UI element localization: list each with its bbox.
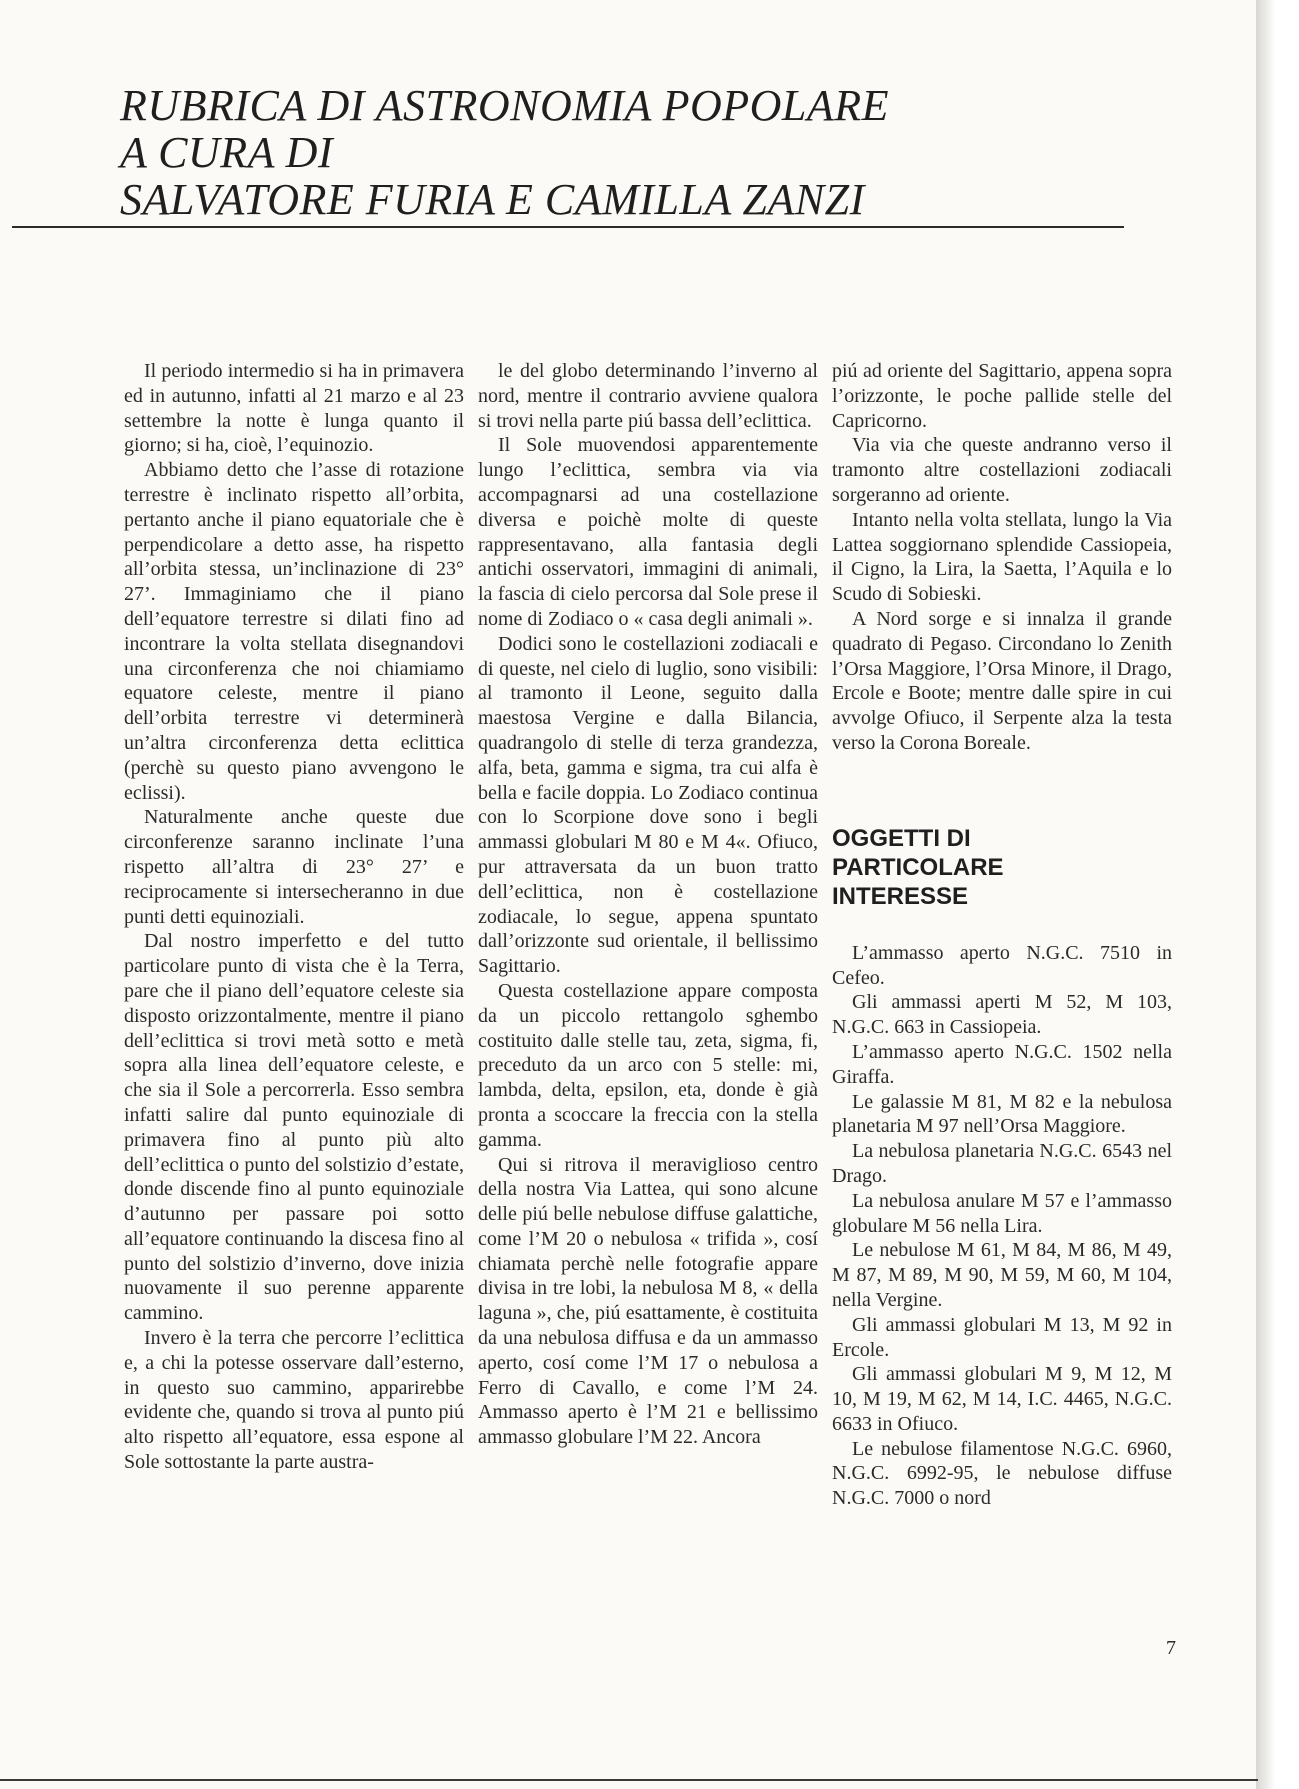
- paragraph: Il periodo intermedio si ha in primavera ed in autunno, infatti al 21 marzo e al 23 settembre la notte è lunga quanto il giorno; si ha, cioè, l’equinozio.: [124, 360, 464, 457]
- page-edge: [1256, 0, 1299, 1789]
- column-header: [120, 82, 1220, 223]
- paragraph: Naturalmente anche queste due circonferenze saranno inclinate l’una rispetto all’altra di 23° 27’ e reciprocamente si intersecheranno in due punti detti equinoziali.: [124, 806, 464, 928]
- paragraph: Le galassie M 81, M 82 e la nebulosa planetaria M 97 nell’Orsa Maggiore.: [832, 1090, 1172, 1138]
- paragraph: Dal nostro imperfetto e del tutto particolare punto di vista che è la Terra, pare che il piano dell’equatore celeste sia disposto orizzontalmente, mentre il piano dell’eclittica si trovi metà sotto e metà sopra alla linea dell’equatore celeste, e che sia il Sole a percorrerla. Esso sembra infatti salire dal punto equinoziale di primavera fino al punto più alto dell’eclittica o punto del solstizio d’estate, donde discende fino al punto equinoziale d’autunno per passare poi sotto all’equatore continuando la discesa fino al punto del solstizio d’inverno, dove inizia nuovamente il suo perenne apparente cammino.: [124, 930, 464, 1325]
- bottom-rule: [0, 1779, 1258, 1781]
- paragraph: L’ammasso aperto N.G.C. 7510 in Cefeo.: [832, 941, 1172, 989]
- paragraph: A Nord sorge e si innalza il grande quadrato di Pegaso. Circondano lo Zenith l’Orsa Maggiore, l’Orsa Minore, il Drago, Ercole e Boote; mentre dalle spire in cui avvolge Ofiuco, il Serpente alza la testa verso la Corona Boreale.: [832, 607, 1172, 754]
- paragraph: Invero è la terra che percorre l’eclittica e, a chi la potesse osservare dall’esterno, in questo suo cammino, apparirebbe evidente che, quando si trova al punto piú alto rispetto all’equatore, essa espone al Sole sottostante la parte austra-: [124, 1327, 464, 1474]
- text-column-1: [124, 359, 464, 1475]
- text-column-2: [478, 359, 818, 1450]
- paragraph: Questa costellazione appare composta da un piccolo rettangolo sghembo costituito dalle stelle tau, zeta, sigma, fi, preceduto da un arco con 5 stelle: mi, lambda, delta, epsilon, eta, donde è già pronta a scoccare la freccia con la stella gamma.: [478, 979, 818, 1151]
- page-number: 7: [1166, 1637, 1176, 1659]
- paragraph: Qui si ritrova il meraviglioso centro della nostra Via Lattea, qui sono alcune delle piú belle nebulose diffuse galattiche, come l’M 20 o nebulosa « trifida », cosí chiamata perchè nelle fotografie appare divisa in tre lobi, la nebulosa M 8, « della laguna », che, piú esattamente, è costituita da una nebulosa diffusa e da un ammasso aperto, cosí come l’M 17 o nebulosa a Ferro di Cavallo, e come l’M 24. Ammasso aperto è l’M 21 e bellissimo ammasso globulare l’M 22. Ancora: [478, 1153, 818, 1449]
- paragraph: Dodici sono le costellazioni zodiacali e di queste, nel cielo di luglio, sono visibili: al tramonto il Leone, seguito dalla maestosa Vergine e dalla Bilancia, quadrangolo di stelle di terza grandezza, alfa, beta, gamma e sigma, tra cui alfa è bella e facile doppia. Lo Zodiaco continua con lo Scorpione dove sono i begli ammassi globulari M 80 e M 4«. Ofiuco, pur attraversata da un buon tratto dell’eclittica, non è costellazione zodiacale, lo segue, appena spuntato dall’orizzonte sud orientale, il bellissimo Sagittario.: [478, 632, 818, 978]
- paragraph: le del globo determinando l’inverno al nord, mentre il contrario avviene qualora si trovi nella parte piú bassa dell’eclittica.: [478, 360, 818, 432]
- paragraph: Gli ammassi aperti M 52, M 103, N.G.C. 663 in Cassiopeia.: [832, 991, 1172, 1039]
- paragraph: Le nebulose M 61, M 84, M 86, M 49, M 87, M 89, M 90, M 59, M 60, M 104, nella Vergine.: [832, 1239, 1172, 1311]
- section-heading: OGGETTI DI PARTICOLARE INTERESSE: [832, 824, 1004, 910]
- text-column-3: [832, 359, 1172, 1511]
- paragraph: Intanto nella volta stellata, lungo la Via Lattea soggiornano splendide Cassiopeia, il Cigno, la Lira, la Saetta, l’Aquila e lo Scudo di Sobieski.: [832, 508, 1172, 606]
- paragraph: Gli ammassi globulari M 9, M 12, M 10, M 19, M 62, M 14, I.C. 4465, N.G.C. 6633 in Ofiuco.: [832, 1363, 1172, 1435]
- header-line-3: SALVATORE FURIA E CAMILLA ZANZI: [120, 175, 865, 224]
- paragraph: Il Sole muovendosi apparentemente lungo l’eclittica, sembra via via accompagnarsi ad una costellazione diversa e poichè molte di queste rappresentavano, alla fantasia degli antichi osservatori, immagini di animali, la fascia di cielo percorsa dal Sole prese il nome di Zodiaco o « casa degli animali ».: [478, 434, 818, 630]
- header-rule: [12, 226, 1124, 228]
- paragraph: La nebulosa anulare M 57 e l’ammasso globulare M 56 nella Lira.: [832, 1189, 1172, 1237]
- paragraph: La nebulosa planetaria N.G.C. 6543 nel Drago.: [832, 1140, 1172, 1187]
- paragraph: Abbiamo detto che l’asse di rotazione terrestre è inclinato rispetto all’orbita, pertanto anche il piano equatoriale che è perpendicolare a detto asse, ha rispetto all’orbita stessa, un’inclinazione di 23° 27’. Immaginiamo che il piano dell’equatore terrestre si dilati fino ad incontrare la volta stellata disegnandovi una circonferenza che noi chiamiamo equatore celeste, mentre il piano dell’orbita terrestre vi determinerà un’altra circonferenza detta eclittica (perchè su questo piano avvengono le eclissi).: [124, 459, 464, 804]
- header-line-1: RUBRICA DI ASTRONOMIA POPOLARE: [120, 81, 890, 130]
- header-line-2: A CURA DI: [120, 128, 334, 177]
- paragraph: Via via che queste andranno verso il tramonto altre costellazioni zodiacali sorgeranno ad oriente.: [832, 434, 1172, 506]
- paragraph: Le nebulose filamentose N.G.C. 6960, N.G.C. 6992-95, le nebulose diffuse N.G.C. 7000 o nord: [832, 1437, 1172, 1510]
- paragraph: Gli ammassi globulari M 13, M 92 in Ercole.: [832, 1313, 1172, 1361]
- paragraph: L’ammasso aperto N.G.C. 1502 nella Giraffa.: [832, 1040, 1172, 1088]
- paragraph: piú ad oriente del Sagittario, appena sopra l’orizzonte, le poche pallide stelle del Capricorno.: [832, 360, 1172, 432]
